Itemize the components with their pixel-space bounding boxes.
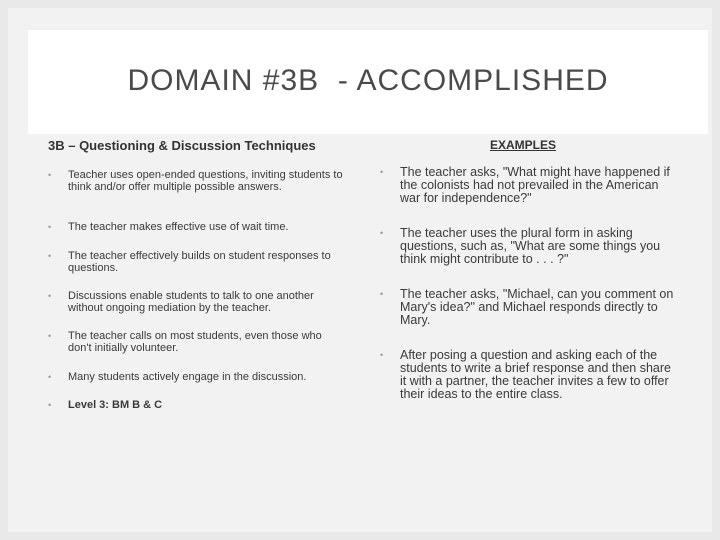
bullet-icon: • — [48, 372, 52, 382]
bullet-icon: • — [48, 331, 52, 341]
list-item-text: The teacher asks, "What might have happened if the colonists had not prevailed in the American war for independence?" — [400, 165, 670, 205]
list-item-text: Level 3: BM B & C — [68, 399, 163, 411]
list-item — [380, 166, 680, 205]
list-item-text: The teacher calls on most students, even those who don't initially volunteer. — [68, 330, 322, 354]
list-item — [48, 170, 348, 193]
list-item-text: The teacher uses the plural form in asking questions, such as, "What are some things you think might contribute to . . . ?" — [400, 226, 661, 266]
list-item-text: Discussions enable students to talk to one another without ongoing mediation by the teacher. — [68, 290, 314, 314]
list-item-text: The teacher asks, "Michael, can you comment on Mary's idea?" and Michael responds directly to Mary. — [400, 287, 674, 327]
list-item-text: The teacher makes effective use of wait time. — [68, 221, 289, 233]
bullet-icon: • — [48, 170, 52, 180]
bullet-icon: • — [380, 289, 384, 299]
bullet-icon: • — [380, 350, 384, 360]
bullet-icon: • — [380, 167, 384, 177]
list-item — [48, 251, 348, 274]
list-item-text: Teacher uses open-ended questions, inviting students to think and/or offer multiple possible answers. — [68, 169, 343, 193]
bullet-icon: • — [48, 222, 52, 232]
list-item-text: Many students actively engage in the discussion. — [68, 371, 307, 383]
list-item — [380, 349, 680, 401]
list-item — [48, 222, 348, 234]
bullet-icon: • — [380, 228, 384, 238]
list-item — [48, 291, 348, 314]
title-box — [28, 30, 708, 134]
list-item-text: After posing a question and asking each of the students to write a brief response and then share it with a partner, the teacher invites a few to offer their ideas to the entire class. — [400, 348, 671, 401]
list-item — [48, 372, 348, 384]
list-item — [380, 227, 680, 266]
slide-title: DOMAIN #3B - ACCOMPLISHED — [127, 64, 609, 97]
list-item — [48, 331, 348, 354]
list-item — [48, 400, 348, 412]
bullet-icon: • — [48, 291, 52, 301]
bullet-icon: • — [48, 400, 52, 410]
list-item-text: The teacher effectively builds on student responses to questions. — [68, 250, 331, 274]
left-column-heading: 3B – Questioning & Discussion Techniques — [48, 138, 316, 153]
examples-heading: EXAMPLES — [490, 138, 557, 152]
list-item — [380, 288, 680, 327]
bullet-icon: • — [48, 251, 52, 261]
